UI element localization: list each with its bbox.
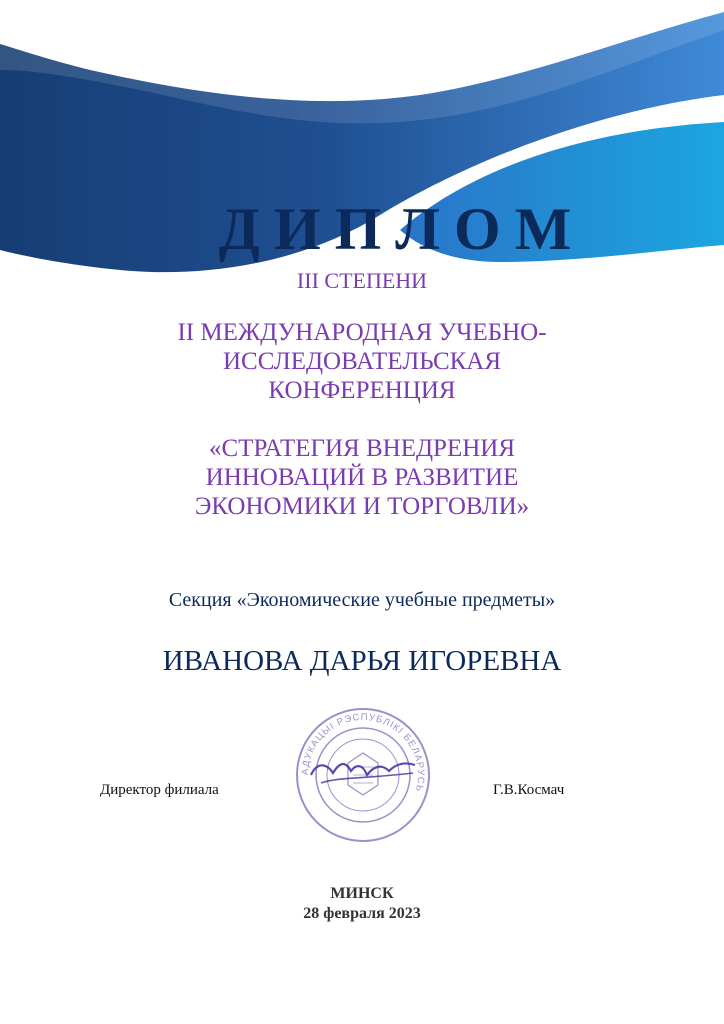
signatory-position: Директор филиала (100, 782, 219, 798)
city: МИНСК (330, 885, 394, 902)
conference-line: КОНФЕРЕНЦИЯ (268, 377, 456, 404)
stamp-text: АДУКАЦЫІ РЭСПУБЛІКІ БЕЛАРУСЬ (299, 711, 427, 794)
topic-line: «СТРАТЕГИЯ ВНЕДРЕНИЯ (209, 435, 515, 462)
recipient-name: ИВАНОВА ДАРЬЯ ИГОРЕВНА (162, 645, 562, 677)
topic-line: ИННОВАЦИЙ В РАЗВИТИЕ (205, 464, 519, 491)
conference-name (60, 318, 664, 405)
diploma-degree: III СТЕПЕНИ (296, 268, 428, 293)
conference-topic (60, 434, 664, 521)
issue-date: 28 февраля 2023 (303, 905, 421, 922)
conference-line: II МЕЖДУНАРОДНАЯ УЧЕБНО- (177, 319, 547, 346)
signatory-name: Г.В.Космач (493, 782, 565, 798)
conference-line: ИССЛЕДОВАТЕЛЬСКАЯ (222, 348, 502, 375)
topic-line: ЭКОНОМИКИ И ТОРГОВЛИ» (194, 493, 530, 520)
diploma-title: ДИПЛОМ (218, 196, 586, 262)
section-name: Секция «Экономические учебные предметы» (168, 589, 556, 611)
official-stamp (293, 705, 433, 845)
